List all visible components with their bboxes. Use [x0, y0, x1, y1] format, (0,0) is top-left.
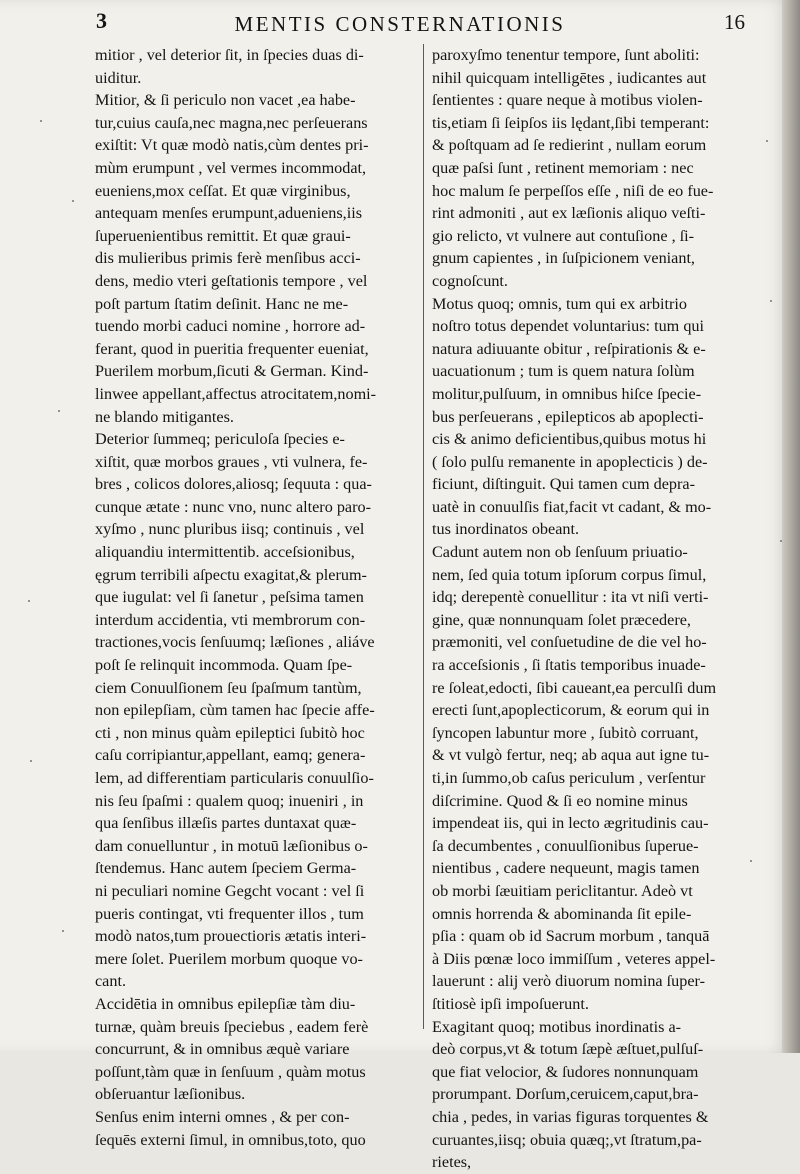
text-line: cis & animo deficientibus,quibus motus hi: [432, 430, 707, 449]
page-edge-shadow: [782, 0, 800, 1053]
text-line: ti,in ſummo,ob caſus periculum , verſentur: [432, 769, 706, 787]
text-line: nem, ſed quia totum ipſorum corpus ſimul,: [432, 565, 707, 584]
paper-speck: [770, 300, 772, 302]
text-line: ra acceſsionis , ſi ſtatis temporibus inuade-: [432, 656, 706, 675]
text-line: præmoniti, vel conſuetudine de die vel ho-: [432, 633, 707, 652]
text-line: dis mulieribus primis ferè menſibus acci-: [95, 249, 361, 268]
text-line: aliquandiu intermittentib. acceſsionibus,: [95, 543, 355, 562]
text-line: ſtitiosè ipſi impoſuerunt.: [432, 994, 589, 1013]
text-line: & vt vulgò fertur, neq; ab aqua aut igne tu-: [432, 746, 710, 765]
text-line: bres , colicos dolores,aliosq; ſequuta : qua-: [95, 475, 372, 494]
text-line: idq; derepentè conuellitur : ita vt niſi verti-: [432, 588, 709, 607]
text-line: cant.: [95, 972, 127, 991]
text-line: turnæ, quàm breuis ſpeciebus , eadem ferè: [95, 1017, 369, 1036]
text-line: bus perſeuerans , epilepticos ab apoplecti-: [432, 407, 704, 426]
text-line: uatè in conuulſis fiat,facit vt cadant, & mo-: [432, 497, 712, 516]
text-line: mitior , vel deterior ſit, in ſpecies duas di-: [95, 46, 364, 64]
text-line: ęgrum terribili aſpectu exagitat,& plerum-: [95, 565, 367, 584]
text-line: Puerilem morbum,ſicuti & German. Kind-: [95, 362, 369, 381]
text-line: paroxyſmo tenentur tempore, ſunt aboliti:: [432, 46, 700, 64]
paper-speck: [62, 930, 64, 932]
page-header: [0, 4, 800, 38]
text-line: ne blando mitigantes.: [95, 407, 234, 426]
text-line: curuantes,iisq; obuia quæq;,vt ſtratum,pa-: [432, 1130, 702, 1149]
paper-speck: [750, 860, 752, 862]
text-line: tus inordinatos obeant.: [432, 520, 580, 539]
text-line: chia , pedes, in varias figuras torquentes &: [432, 1107, 709, 1126]
right-text-column: [432, 44, 754, 1174]
text-line: deò corpus,vt & totum ſæpè æſtuet,pulſuſ-: [432, 1040, 704, 1059]
text-line: antequam menſes erumpunt,adueniens,iis: [95, 204, 363, 223]
text-line: quæ paſsi ſunt , retinent memoriam : nec: [432, 158, 694, 177]
paper-speck: [28, 600, 30, 602]
text-line: tur,cuius cauſa,nec magna,nec perſeuerans: [95, 113, 368, 132]
text-line: tuendo morbi caduci nomine , horrore ad-: [95, 317, 366, 336]
text-line: ( ſolo pulſu remanente in apoplecticis ) de-: [432, 452, 708, 471]
left-text-column: [95, 44, 413, 1151]
text-line: obſeruantur læſionibus.: [95, 1085, 246, 1104]
text-line: impendeat iis, qui in lecto ægritudinis cau-: [432, 814, 709, 833]
text-line: Exagitant quoq; motibus inordinatis a-: [432, 1017, 682, 1036]
text-line: xyſmo , nunc pluribus iisq; continuis , vel: [95, 520, 365, 539]
text-line: uacuationum ; tum is quem natura ſolùm: [432, 362, 695, 381]
paper-speck: [72, 200, 74, 202]
text-line: prorumpant. Dorſum,ceruicem,caput,bra-: [432, 1085, 699, 1104]
text-line: nihil quicquam intelligētes , iudicantes aut: [432, 68, 707, 87]
text-line: lem, ad differentiam particularis conuulſio-: [95, 769, 374, 787]
text-line: ſa decumbentes , conuulſionibus ſuperue-: [432, 836, 699, 855]
text-line: Cadunt autem non ob ſenſuum priuatio-: [432, 543, 688, 562]
text-line: dens, medio vteri geſtationis tempore , vel: [95, 271, 368, 290]
text-line: Mitior, & ſi periculo non vacet ,ea habe-: [95, 91, 356, 110]
text-line: que iugulat: vel ſi ſanetur , peſsima tamen: [95, 588, 364, 607]
text-line: exiſtit: Vt quæ modò natis,cùm dentes pri-: [95, 136, 369, 155]
text-line: linwee appellant,affectus atrocitatem,nomi-: [95, 384, 377, 403]
text-line: tractiones,vocis ſenſuumq; læſiones , aliáve: [95, 633, 375, 652]
text-line: ſyncopen labuntur more , ſubitò corruant,: [432, 723, 699, 742]
text-line: eueniens,mox ceſſat. Et quæ virginibus,: [95, 181, 351, 200]
text-line: que fiat velocior, & ſudores nonnunquam: [432, 1062, 699, 1081]
text-line: natura adiuuante obitur , reſpirationis & e-: [432, 339, 706, 358]
text-line: nis ſeu ſpaſmi : qualem quoq; inueniri , in: [95, 791, 364, 810]
text-line: modò natos,tum prouectioris ætatis interi-: [95, 927, 367, 946]
text-line: ſtendemus. Hanc autem ſpeciem Germa-: [95, 859, 357, 878]
text-line: gnum capientes , in ſuſpicionem veniant,: [432, 249, 695, 268]
text-line: Motus quoq; omnis, tum qui ex arbitrio: [432, 294, 687, 313]
page-number: 16: [724, 10, 745, 34]
text-line: ciem Conuulſionem ſeu ſpaſmum tantùm,: [95, 678, 362, 697]
text-line: dam conuelluntur , in motuū læſionibus o-: [95, 836, 368, 855]
text-line: ſequēs externi ſimul, in omnibus,toto, quo: [95, 1130, 366, 1149]
text-line: cognoſcunt.: [432, 271, 508, 290]
paper-speck: [780, 540, 782, 542]
text-line: nientibus , cadere nequeunt, magis tamen: [432, 859, 700, 878]
text-line: ferant, quod in pueritia frequenter eueniat,: [95, 339, 369, 358]
text-line: & poſtquam ad ſe redierint , nullam eorum: [432, 136, 707, 155]
text-line: lauerunt : alij verò diuorum nomina ſuper-: [432, 972, 705, 991]
running-title: MENTIS CONSTERNATIONIS: [234, 12, 566, 36]
text-line: rietes,: [432, 1153, 472, 1172]
text-line: uiditur.: [95, 68, 142, 87]
text-line: noſtro totus dependet voluntarius: tum qui: [432, 317, 705, 336]
text-line: omnis horrenda & abominanda ſit epile-: [432, 904, 692, 923]
paper-speck: [40, 120, 42, 122]
text-line: ni peculiari nomine Gegcht vocant : vel ſi: [95, 881, 365, 900]
text-line: diſcrimine. Quod & ſi eo nomine minus: [432, 791, 688, 810]
text-line: qua ſenſibus illæſis partes duntaxat quæ-: [95, 814, 357, 833]
text-line: hoc malum ſe perpeſſos eſſe , niſi de eo fue-: [432, 181, 714, 200]
paper-speck: [30, 760, 32, 762]
text-line: mere ſolet. Puerilem morbum quoque vo-: [95, 949, 363, 968]
text-line: concurrunt, & in omnibus æquè variare: [95, 1040, 350, 1059]
text-line: ſentientes : quare neque à motibus violen-: [432, 91, 703, 110]
paper-speck: [58, 410, 60, 412]
text-line: ficiunt, diſtinguit. Qui tamen cum depra-: [432, 475, 695, 494]
text-line: rint admoniti , aut ex læſionis aliquo veſti-: [432, 204, 706, 223]
text-line: cunque ætate : nunc vno, nunc altero paro-: [95, 497, 371, 516]
text-line: tis,etiam ſi ſeipſos iis lędant,ſibi temperant:: [432, 113, 710, 132]
text-line: gio relicto, vt vulnere aut contuſione , ſi-: [432, 226, 695, 245]
text-line: poſt ſe relinquit incommoda. Quam ſpe-: [95, 656, 353, 675]
signature-mark: 3: [96, 8, 107, 33]
text-line: erecti ſunt,apoplecticorum, & eorum qui in: [432, 701, 710, 720]
text-line: gine, quæ nonnunquam ſolet præcedere,: [432, 610, 691, 629]
text-line: xiſtit, quæ morbos graues , vti vulnera, fe-: [95, 452, 368, 471]
text-line: ſuperuenientibus remittit. Et quæ graui-: [95, 226, 351, 245]
text-line: interdum accidentia, vti membrorum con-: [95, 610, 366, 629]
paper-speck: [766, 140, 768, 142]
text-line: poſt partum ſtatim deſinit. Hanc ne me-: [95, 294, 349, 313]
text-line: Senſus enim interni omnes , & per con-: [95, 1107, 350, 1126]
text-line: ob morbi ſæuitiam periclitantur. Adeò vt: [432, 881, 693, 900]
text-line: caſu corripiantur,appellant, eamq; genera-: [95, 746, 366, 765]
text-line: pſia : quam ob id Sacrum morbum , tanquā: [432, 927, 710, 946]
column-divider: [423, 44, 424, 1029]
text-line: non epilepſiam, cùm tamen hac ſpecie affe-: [95, 701, 375, 720]
text-line: pueris contingat, vti frequenter illos , tum: [95, 904, 364, 923]
text-line: à Diis pœnæ loco immiſſum , veteres appel-: [432, 949, 716, 968]
text-line: mùm erumpunt , vel vermes incommodat,: [95, 158, 367, 177]
text-line: re ſoleat,edocti, ſibi caueant,ea perculſi dum: [432, 678, 717, 697]
text-line: Accidētia in omnibus epilepſiæ tàm diu-: [95, 994, 356, 1013]
text-line: molitur,pulſuum, in omnibus hiſce ſpecie-: [432, 384, 702, 403]
text-line: cti , non minus quàm epileptici ſubitò hoc: [95, 723, 365, 742]
text-line: poſſunt,tàm quæ in ſenſuum , quàm motus: [95, 1062, 366, 1081]
text-line: Deterior ſummeq; periculoſa ſpecies e-: [95, 430, 345, 449]
